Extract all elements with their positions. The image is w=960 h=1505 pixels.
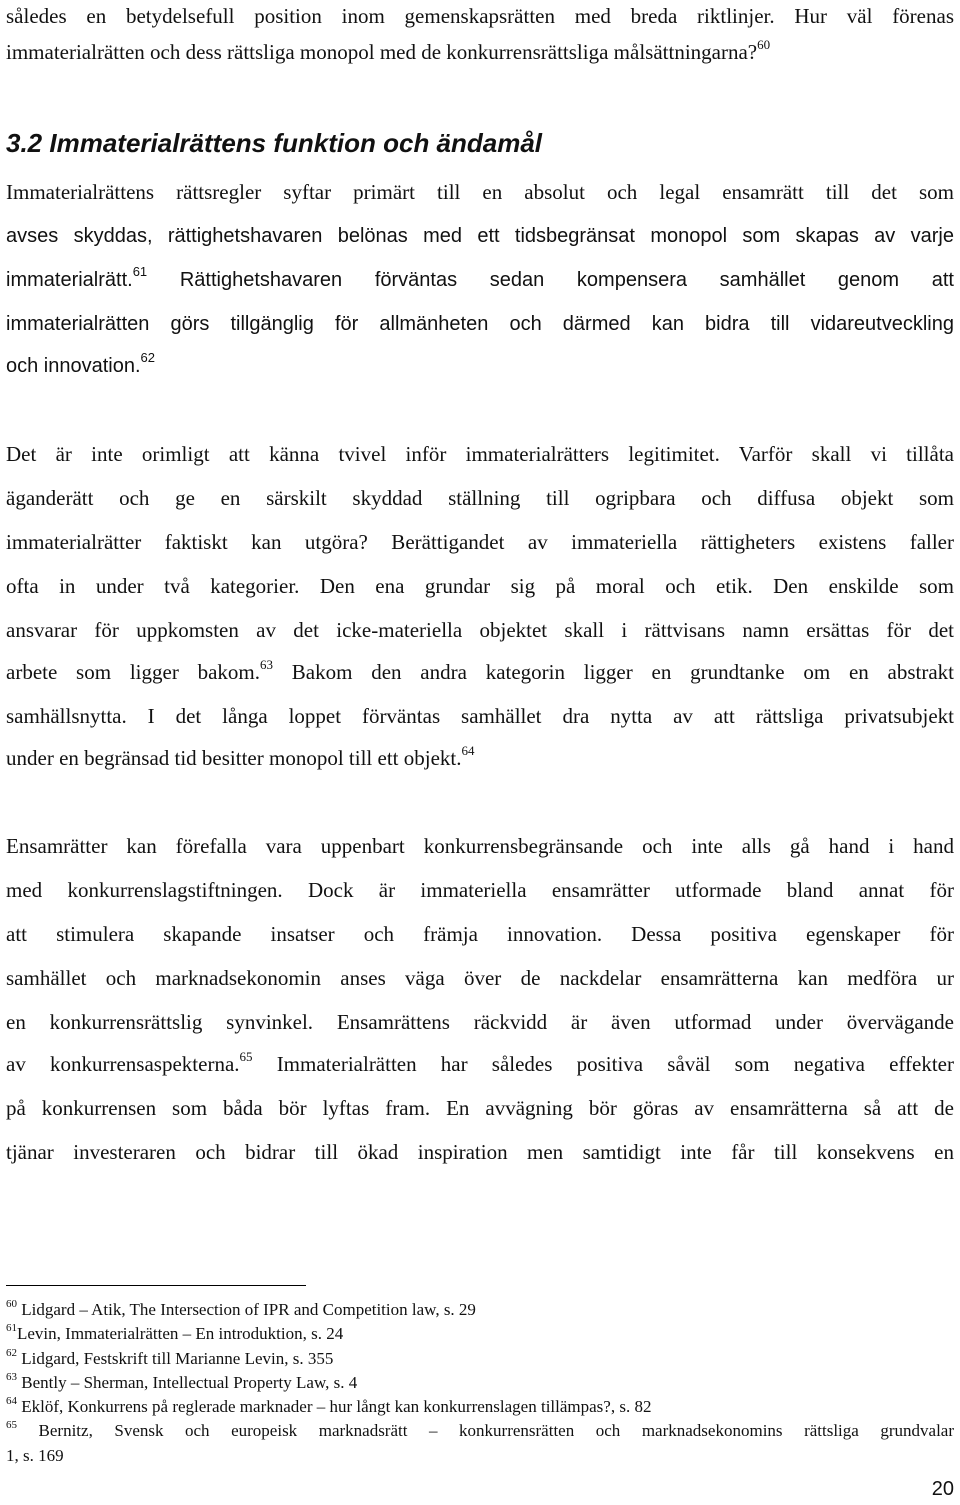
footnote-64 bbox=[6, 1397, 954, 1417]
p2-line-8a: under en begränsad tid besitter monopol till ett objekt. bbox=[6, 746, 462, 770]
p3-line-8: tjänar investeraren och bidrar till ökad inspiration men samtidigt inte får till konsekvens en bbox=[6, 1140, 954, 1164]
footnote-text: Lidgard – Atik, The Intersection of IPR and Competition law, s. 29 bbox=[17, 1300, 476, 1319]
p3-line-3: att stimulera skapande insatser och främja innovation. Dessa positiva egenskaper för bbox=[6, 922, 954, 946]
intro-line-2-text: immaterialrätten och dess rättsliga monopol med de konkurrensrättsliga målsättningarna? bbox=[6, 40, 758, 64]
p3-line-6b: Immaterialrätten har således positiva såväl som negativa effekter bbox=[252, 1052, 954, 1076]
p2-line-8 bbox=[6, 743, 954, 770]
footnote-ref-65[interactable]: 65 bbox=[239, 1049, 253, 1064]
p3-line-6a: av konkurrensaspekterna. bbox=[6, 1052, 240, 1076]
p1-line-2: avses skyddas, rättighetshavaren belönas med ett tidsbegränsat monopol som skapas av varje bbox=[6, 225, 954, 247]
footnote-65 bbox=[6, 1421, 954, 1441]
p2-line-6 bbox=[6, 657, 955, 684]
p1-line-5a: och innovation. bbox=[6, 355, 141, 377]
p1-line-5 bbox=[6, 350, 954, 378]
p2-line-3: immaterialrätter faktiskt kan utgöra? Berättigandet av immateriella rättigheters existens faller bbox=[6, 530, 954, 554]
p3-line-7: på konkurrensen som båda bör lyftas fram. En avvägning bör göras av ensamrätterna så att de bbox=[6, 1096, 954, 1120]
p1-line-3b: Rättighetshavaren förväntas sedan kompensera samhället genom att bbox=[147, 269, 954, 291]
footnote-number: 61 bbox=[6, 1322, 17, 1335]
p2-line-6b: Bakom den andra kategorin ligger en grundtanke om en abstrakt bbox=[273, 660, 955, 684]
footnote-ref-64[interactable]: 64 bbox=[461, 743, 475, 758]
page-number: 20 bbox=[931, 1478, 954, 1500]
p1-line-3a: immaterialrätt. bbox=[6, 269, 133, 291]
footnote-text: Eklöf, Konkurrens på reglerade marknader – hur långt kan konkurrenslagen tillämpas?, s. 82 bbox=[17, 1397, 652, 1416]
p2-line-6a: arbete som ligger bakom. bbox=[6, 660, 260, 684]
footnote-ref-62[interactable]: 62 bbox=[140, 350, 156, 366]
footnote-ref-63[interactable]: 63 bbox=[260, 657, 273, 672]
footnote-number: 64 bbox=[6, 1395, 17, 1408]
footnote-60 bbox=[6, 1300, 954, 1320]
footnote-ref-61[interactable]: 61 bbox=[132, 264, 148, 280]
footnote-separator bbox=[6, 1285, 306, 1286]
p3-line-1: Ensamrätter kan förefalla vara uppenbart konkurrensbegränsande och inte alls gå hand i hand bbox=[6, 834, 954, 858]
p3-line-5: en konkurrensrättslig synvinkel. Ensamrättens räckvidd är även utformad under övervägande bbox=[6, 1010, 954, 1034]
p3-line-2: med konkurrenslagstiftningen. Dock är immateriella ensamrätter utformade bland annat för bbox=[6, 878, 954, 902]
footnote-number: 60 bbox=[6, 1298, 17, 1311]
footnote-text: Bently – Sherman, Intellectual Property Law, s. 4 bbox=[17, 1373, 358, 1392]
footnote-63 bbox=[6, 1373, 954, 1393]
footnote-text: Levin, Immaterialrätten – En introduktion, s. 24 bbox=[17, 1324, 344, 1343]
p2-line-5: ansvarar för uppkomsten av det icke-materiella objektet skall i rättvisans namn ersättas för det bbox=[6, 618, 954, 642]
p2-line-7: samhällsnytta. I det långa loppet förväntas samhället dra nytta av att rättsliga privatsubjekt bbox=[6, 704, 954, 728]
footnote-ref-60[interactable]: 60 bbox=[757, 37, 771, 52]
footnote-65-continuation: 1, s. 169 bbox=[6, 1446, 64, 1465]
p1-line-1: Immaterialrättens rättsregler syftar primärt till en absolut och legal ensamrätt till det som bbox=[6, 180, 954, 204]
section-heading: 3.2 Immaterialrättens funktion och ändamål bbox=[6, 128, 543, 158]
p1-line-4: immaterialrätten görs tillgänglig för allmänheten och därmed kan bidra till vidareutveckling bbox=[6, 313, 954, 335]
p2-line-1: Det är inte orimligt att känna tvivel inför immaterialrätters legitimitet. Varför skall vi tillåta bbox=[6, 442, 954, 466]
footnote-61 bbox=[6, 1324, 954, 1344]
p1-line-3 bbox=[6, 264, 954, 292]
footnote-text: Lidgard, Festskrift till Marianne Levin, s. 355 bbox=[17, 1349, 334, 1368]
footnote-number: 63 bbox=[6, 1371, 17, 1384]
footnote-number: 62 bbox=[6, 1347, 17, 1360]
footnote-text: Bernitz, Svensk och europeisk marknadsrätt – konkurrensrätten och marknadsekonomins rättsliga grundvalar bbox=[17, 1421, 954, 1440]
footnote-number: 65 bbox=[6, 1419, 17, 1432]
p2-line-4: ofta in under två kategorier. Den ena grundar sig på moral och etik. Den enskilde som bbox=[6, 574, 954, 598]
intro-line-1: således en betydelsefull position inom gemenskapsrätten med breda riktlinjer. Hur väl förenas bbox=[6, 4, 954, 28]
p2-line-2: äganderätt och ge en särskilt skyddad ställning till ogripbara och diffusa objekt som bbox=[6, 486, 954, 510]
intro-line-2 bbox=[6, 37, 954, 64]
p3-line-6 bbox=[6, 1049, 954, 1076]
p3-line-4: samhället och marknadsekonomin anses väga över de nackdelar ensamrätterna kan medföra ur bbox=[6, 966, 954, 990]
footnote-62 bbox=[6, 1349, 954, 1369]
